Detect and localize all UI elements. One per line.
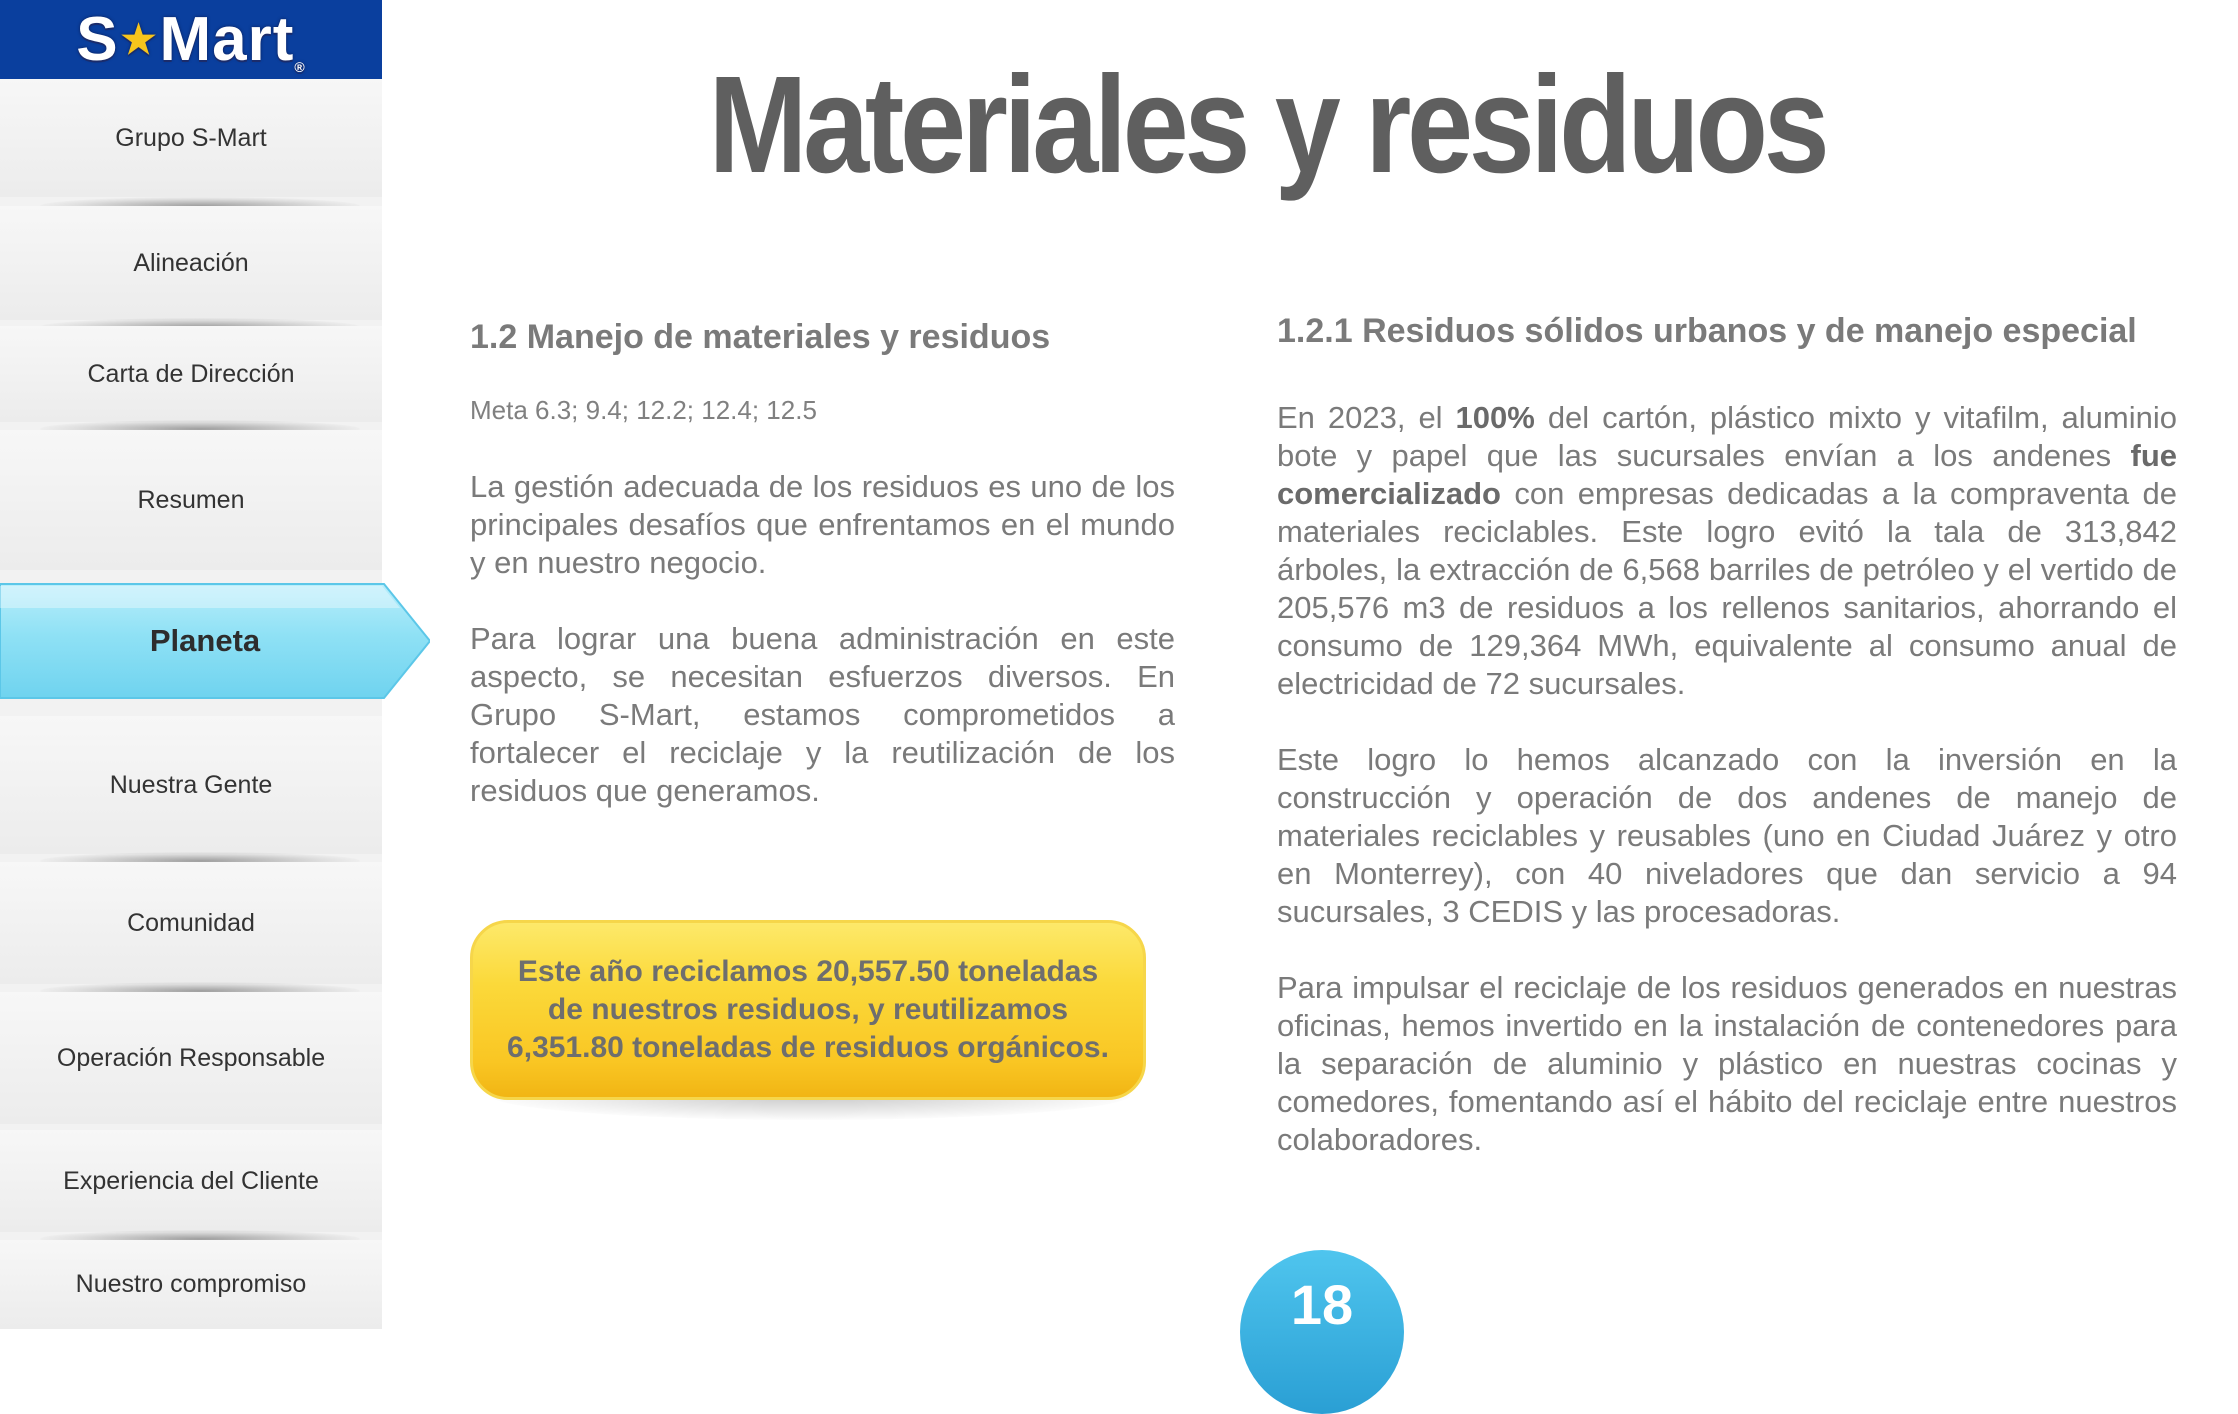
sidebar (0, 0, 382, 1329)
sidebar-item-label: Planeta (149, 623, 261, 658)
callout-line: 6,351.80 toneladas de residuos orgánicos. (507, 1031, 1109, 1064)
sidebar-item-carta-direccion[interactable] (0, 326, 382, 422)
left-column (470, 318, 1175, 810)
sidebar-item-resumen[interactable] (0, 430, 382, 570)
sidebar-item-alineacion[interactable] (0, 206, 382, 320)
page-number-badge (1240, 1250, 1404, 1414)
sidebar-item-label: Experiencia del Cliente (63, 1166, 319, 1195)
star-icon: ★ (120, 17, 158, 62)
goal-reference: Meta 6.3; 9.4; 12.2; 12.4; 12.5 (470, 395, 817, 425)
sidebar-item-label: Carta de Dirección (87, 359, 295, 388)
callout-box (470, 920, 1146, 1100)
sidebar-item-label: Alineación (133, 248, 249, 277)
sidebar-item-operacion-responsable[interactable] (0, 992, 382, 1124)
right-column (1277, 312, 2177, 1159)
smart-logo[interactable] (0, 0, 382, 79)
sidebar-item-label: Nuestra Gente (109, 770, 273, 799)
paragraph: Este logro lo hemos alcanzado con la inversión en la construcción y operación de dos andenes de manejo de materiales reciclables y reusables (uno en Ciudad Juárez y otro en Monterrey), con 40 niveladores que dan servicio a 94 sucursales, 3 CEDIS y las procesadoras. (1277, 742, 2177, 929)
paragraph: Para impulsar el reciclaje de los residuos generados en nuestras oficinas, hemos invertido en la instalación de contenedores para la separación de aluminio y plástico en nuestras cocinas y comedores, fomentando así el hábito del reciclaje entre nuestros colaboradores. (1277, 970, 2177, 1157)
page-number: 18 (1290, 1273, 1354, 1336)
section-heading: 1.2 Manejo de materiales y residuos (470, 318, 1051, 356)
sidebar-item-experiencia-cliente[interactable] (0, 1130, 382, 1232)
sidebar-item-nuestra-gente[interactable] (0, 716, 382, 854)
logo-wordmark: S★Mart® (76, 5, 306, 75)
page-title: Materiales y residuos (708, 48, 1826, 202)
sidebar-item-planeta[interactable] (0, 578, 430, 704)
paragraph: La gestión adecuada de los residuos es uno de los principales desafíos que enfrentamos en el mundo y en nuestro negocio. (470, 469, 1175, 580)
sidebar-item-label: Nuestro compromiso (75, 1270, 307, 1298)
paragraph: Para lograr una buena administración en este aspecto, se necesitan esfuerzos diversos. En Grupo S-Mart, estamos comprometidos a fortalecer el reciclaje y la reutilización de los residuos que generamos. (470, 621, 1175, 808)
highlight-callout (470, 920, 1150, 1110)
callout-line: Este año reciclamos 20,557.50 toneladas (517, 955, 1099, 988)
sidebar-item-label: Grupo S-Mart (115, 123, 267, 152)
callout-line: de nuestros residuos, y reutilizamos (547, 993, 1069, 1026)
sidebar-item-grupo-smart[interactable] (0, 79, 382, 197)
callout-text (491, 953, 1125, 1067)
sidebar-item-comunidad[interactable] (0, 862, 382, 984)
paragraph: En 2023, el 100% del cartón, plástico mixto y vitafilm, aluminio bote y papel que las sucursales envían a los andenes fue comercializado con empresas dedicadas a la compraventa de materiales reciclables. Este logro evitó la tala de 313,842 árboles, la extracción de 6,568 barriles de petróleo y el vertido de 205,576 m3 de residuos a los rellenos sanitarios, ahorrando el consumo de 129,364 MWh, equivalente al consumo anual de electricidad de 72 sucursales. (1277, 400, 2177, 701)
sidebar-item-label: Operación Responsable (56, 1043, 326, 1072)
sidebar-item-nuestro-compromiso[interactable] (0, 1240, 382, 1329)
section-heading: 1.2.1 Residuos sólidos urbanos y de manejo especial (1277, 312, 2137, 350)
sidebar-item-label: Resumen (137, 485, 245, 514)
sidebar-item-label: Comunidad (127, 908, 255, 937)
